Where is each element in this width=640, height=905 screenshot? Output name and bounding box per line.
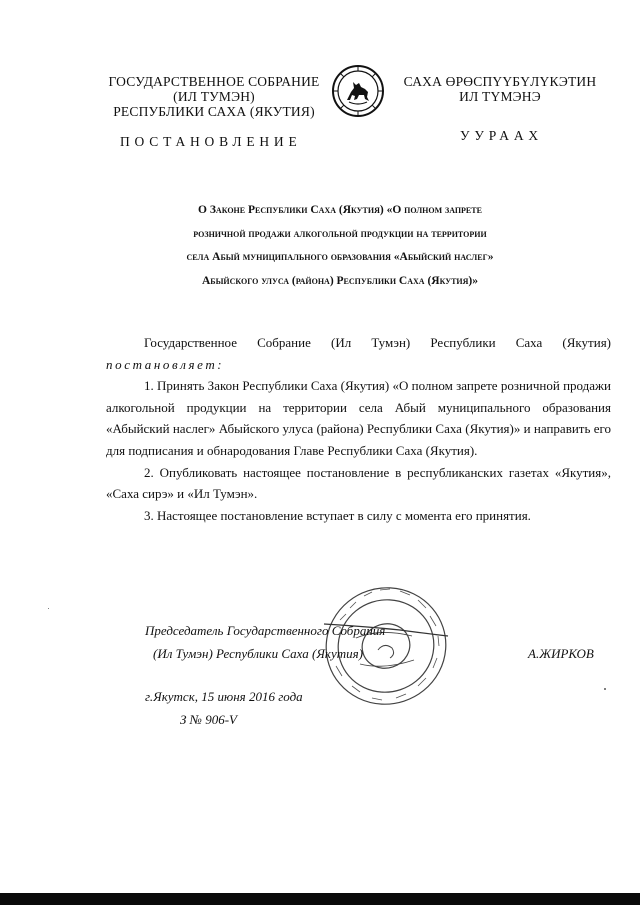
header-left-block [100,74,328,119]
item-2: 2. Опубликовать настоящее постановление в республиканских газетах «Якутия», «Саха сирэ» и «Ил Тумэн». [106,464,611,502]
title-line4: Абыйского улуса (района) Республики Саха (Якутия)» [201,274,479,287]
header-right-line2: ИЛ ТҮМЭНЭ [459,89,541,104]
signatory-position-line2: (Ил Тумэн) Республики Саха (Якутия) [153,646,363,661]
sakha-emblem-icon [331,64,385,118]
document-body [106,332,611,526]
title-line3: села Абый муниципального образования «Абыйский наслег» [186,251,494,263]
scan-bottom-edge [0,893,640,905]
header-right-line1: САХА ӨРӨСПҮҮБҮЛҮКЭТИН [403,74,597,89]
document-number: З № 906-V [180,712,237,727]
doc-type-ru: ПОСТАНОВЛЕНИЕ [120,134,302,149]
intro-paragraph: Государственное Собрание (Ил Тумэн) Республики Саха (Якутия) [144,335,611,350]
scan-speck [604,688,606,690]
item-3: 3. Настоящее постановление вступает в силу с момента его принятия. [144,507,531,523]
title-line1: О Законе Республики Саха (Якутия) «О полном запрете [198,204,482,216]
signatory-name: А.ЖИРКОВ [528,646,594,661]
decrees-word: постановляет: [106,356,225,372]
signatory-position-line1: Председатель Государственного Собрания [145,623,386,638]
place-date: г.Якутск, 15 июня 2016 года [145,689,303,704]
header-right-block [395,74,605,104]
header-left-line3: РЕСПУБЛИКИ САХА (ЯКУТИЯ) [113,104,315,119]
doc-type-sakha: УУРААХ [460,128,543,143]
header-left-line1: ГОСУДАРСТВЕННОЕ СОБРАНИЕ [108,74,320,89]
header-left-line2: (ИЛ ТУМЭН) [173,89,255,104]
item-1: 1. Принять Закон Республики Саха (Якутия) «О полном запрете розничной продажи алкогольной продукции на территории села Абый муниципального образования «Абыйский наслег» Абыйского улуса (района) Республики Саха (Якутия)» и направить его для подписания и обнародования Главе Республики Саха (Якутия). [106,378,611,458]
scan-speck [48,608,49,609]
title-line2: розничной продажи алкогольной продукции на территории [193,227,487,240]
document-title [120,199,560,293]
